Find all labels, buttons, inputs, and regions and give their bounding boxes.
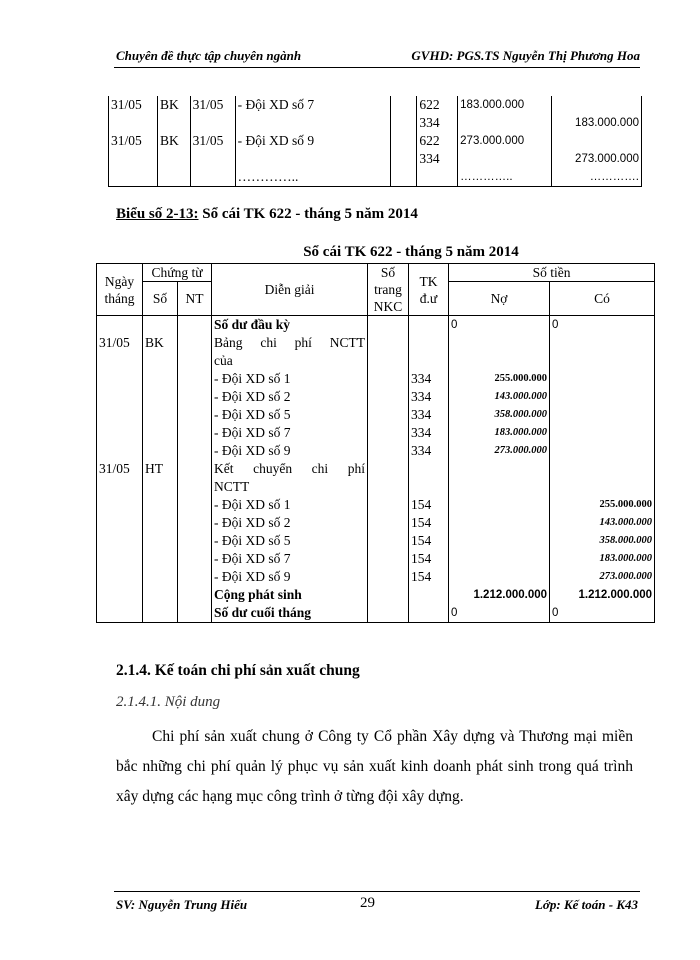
cell-so: BK	[158, 96, 191, 114]
cell-dien-giai: Cộng phát sinh	[212, 586, 368, 604]
cell-blank	[390, 114, 417, 132]
ledger-table	[96, 263, 655, 623]
cell-tk: 622	[417, 132, 458, 150]
table-caption	[116, 206, 418, 223]
cell-no: 183.000.000	[458, 96, 552, 114]
section-heading: 2.1.4. Kế toán chi phí sản xuất chung	[116, 662, 360, 679]
table-row	[109, 132, 642, 150]
cell-so: BK	[158, 132, 191, 150]
cell-ngay: 31/05	[97, 460, 143, 478]
cell-no	[449, 334, 550, 352]
cell-ngay	[109, 168, 158, 187]
cell-no: 273.000.000	[458, 132, 552, 150]
cell-so	[143, 532, 178, 550]
cell-tk	[409, 460, 449, 478]
cell-nt: 31/05	[190, 96, 235, 114]
cell-dien-giai: Số dư đầu kỳ	[212, 316, 368, 335]
cell-tk	[409, 316, 449, 335]
cell-ngay	[97, 496, 143, 514]
cell-tk	[417, 168, 458, 187]
cell-so-trang	[368, 334, 409, 352]
cell-co: 255.000.000	[550, 496, 655, 514]
cell-no: 358.000.000	[449, 406, 550, 424]
cell-tk: 334	[409, 388, 449, 406]
cell-so	[158, 114, 191, 132]
cell-co: 273.000.000	[550, 568, 655, 586]
caption-label: Biểu số 2-13:	[116, 206, 199, 222]
cell-no: 1.212.000.000	[449, 586, 550, 604]
cell-nt	[178, 424, 212, 442]
table-row	[109, 168, 642, 187]
cell-so-trang	[368, 568, 409, 586]
cell-nt	[178, 496, 212, 514]
cell-ngay	[97, 478, 143, 496]
table-row	[97, 442, 655, 460]
cell-blank	[390, 132, 417, 150]
cell-no	[449, 550, 550, 568]
cell-tk: 334	[409, 424, 449, 442]
cell-nt	[178, 604, 212, 623]
cell-so	[143, 550, 178, 568]
cell-so	[143, 604, 178, 623]
cell-ngay	[97, 370, 143, 388]
cell-co: 183.000.000	[552, 114, 642, 132]
cell-so	[143, 316, 178, 335]
cell-so-trang	[368, 604, 409, 623]
cell-co	[550, 478, 655, 496]
cell-tk: 622	[417, 96, 458, 114]
table-row	[97, 460, 655, 478]
cell-dien-giai: - Đội XD số 1	[212, 496, 368, 514]
cell-so	[143, 424, 178, 442]
cell-no: 0	[449, 316, 550, 335]
col-dien-giai: Diễn giải	[212, 264, 368, 316]
cell-co: 0	[550, 604, 655, 623]
table-row	[97, 496, 655, 514]
cell-blank	[390, 150, 417, 168]
journal-continuation-table	[108, 96, 642, 187]
cell-nt	[178, 568, 212, 586]
col-nt: NT	[178, 282, 212, 316]
cell-ngay	[97, 532, 143, 550]
cell-tk: 334	[409, 442, 449, 460]
cell-so-trang	[368, 316, 409, 335]
footer-rule	[114, 891, 640, 892]
cell-dien-giai: - Đội XD số 5	[212, 532, 368, 550]
cell-dien-giai	[235, 150, 390, 168]
cell-tk	[409, 604, 449, 623]
cell-no	[458, 150, 552, 168]
cell-tk: 154	[409, 514, 449, 532]
cell-dien-giai: Bảng chi phí NCTT	[212, 334, 368, 352]
cell-so-trang	[368, 460, 409, 478]
cell-ngay	[97, 604, 143, 623]
cell-no: …………..	[458, 168, 552, 187]
header-right: GVHD: PGS.TS Nguyễn Thị Phương Hoa	[411, 48, 640, 63]
cell-nt	[190, 114, 235, 132]
cell-dien-giai: - Đội XD số 2	[212, 514, 368, 532]
table-row	[97, 352, 655, 370]
cell-co: 183.000.000	[550, 550, 655, 568]
cell-no: 183.000.000	[449, 424, 550, 442]
cell-nt	[178, 370, 212, 388]
cell-co	[550, 406, 655, 424]
cell-so-trang	[368, 442, 409, 460]
cell-tk	[409, 478, 449, 496]
col-so: Số	[143, 282, 178, 316]
cell-ngay	[109, 150, 158, 168]
table-row	[109, 114, 642, 132]
cell-dien-giai: - Đội XD số 2	[212, 388, 368, 406]
cell-co: 358.000.000	[550, 532, 655, 550]
cell-ngay	[97, 424, 143, 442]
cell-tk: 154	[409, 496, 449, 514]
cell-nt	[178, 550, 212, 568]
cell-nt	[178, 514, 212, 532]
table-row	[109, 96, 642, 114]
table-row	[109, 150, 642, 168]
cell-co	[552, 132, 642, 150]
cell-co	[550, 352, 655, 370]
col-chung-tu: Chứng từ	[143, 264, 212, 282]
cell-ngay	[97, 316, 143, 335]
col-co: Có	[550, 282, 655, 316]
cell-ngay	[97, 442, 143, 460]
cell-blank	[390, 96, 417, 114]
cell-blank	[390, 168, 417, 187]
cell-ngay	[97, 568, 143, 586]
cell-tk: 334	[417, 114, 458, 132]
cell-tk: 154	[409, 568, 449, 586]
table-row	[97, 388, 655, 406]
table-row	[97, 586, 655, 604]
cell-dien-giai: …………..	[235, 168, 390, 187]
header-left: Chuyên đề thực tập chuyên ngành	[116, 48, 302, 63]
body-paragraph: Chi phí sản xuất chung ở Công ty Cổ phần Xây dựng và Thương mại miền bắc những chi phí quản lý phục vụ sản xuất kinh doanh phát sinh trong quá trình xây dựng các hạng mục công trình ở từng đội xây dựng.	[116, 728, 633, 805]
cell-no	[449, 514, 550, 532]
cell-nt	[190, 168, 235, 187]
cell-nt	[178, 316, 212, 335]
cell-so	[143, 388, 178, 406]
cell-so	[158, 150, 191, 168]
cell-nt	[178, 478, 212, 496]
cell-no: 273.000.000	[449, 442, 550, 460]
cell-dien-giai: - Đội XD số 9	[212, 442, 368, 460]
col-ngay-thang: Ngày tháng	[97, 264, 143, 316]
cell-co	[552, 96, 642, 114]
cell-dien-giai: - Đội XD số 9	[212, 568, 368, 586]
cell-tk: 154	[409, 532, 449, 550]
cell-no: 0	[449, 604, 550, 623]
cell-dien-giai: Kết chuyển chi phí	[212, 460, 368, 478]
cell-dien-giai: NCTT	[212, 478, 368, 496]
cell-no	[449, 496, 550, 514]
table-row	[97, 424, 655, 442]
table-row	[97, 568, 655, 586]
cell-so-trang	[368, 478, 409, 496]
cell-so-trang	[368, 388, 409, 406]
cell-nt	[178, 352, 212, 370]
cell-nt	[178, 406, 212, 424]
cell-so-trang	[368, 424, 409, 442]
cell-co	[550, 460, 655, 478]
cell-tk: 334	[409, 406, 449, 424]
cell-so	[143, 406, 178, 424]
col-so-tien: Số tiền	[449, 264, 655, 282]
cell-dien-giai: - Đội XD số 7	[212, 550, 368, 568]
cell-so	[143, 442, 178, 460]
cell-nt	[190, 150, 235, 168]
table-row	[97, 532, 655, 550]
cell-no	[449, 460, 550, 478]
cell-ngay	[97, 550, 143, 568]
cell-so	[158, 168, 191, 187]
cell-nt	[178, 586, 212, 604]
table-row	[97, 316, 655, 335]
page-number: 29	[360, 895, 375, 911]
cell-co: 143.000.000	[550, 514, 655, 532]
cell-so-trang	[368, 532, 409, 550]
cell-dien-giai: - Đội XD số 7	[235, 96, 390, 114]
footer-class: Lớp: Kế toán - K43	[534, 897, 638, 912]
cell-co: 273.000.000	[552, 150, 642, 168]
cell-co	[550, 370, 655, 388]
cell-dien-giai: - Đội XD số 9	[235, 132, 390, 150]
cell-nt	[178, 334, 212, 352]
cell-dien-giai: của	[212, 352, 368, 370]
cell-so	[143, 514, 178, 532]
cell-dien-giai: Số dư cuối tháng	[212, 604, 368, 623]
cell-so	[143, 586, 178, 604]
cell-ngay	[97, 352, 143, 370]
cell-tk	[409, 586, 449, 604]
cell-so	[143, 568, 178, 586]
cell-co: 1.212.000.000	[550, 586, 655, 604]
cell-so	[143, 478, 178, 496]
cell-so-trang	[368, 370, 409, 388]
cell-ngay	[97, 514, 143, 532]
cell-nt	[178, 388, 212, 406]
col-no: Nợ	[449, 282, 550, 316]
cell-so-trang	[368, 514, 409, 532]
cell-nt	[178, 460, 212, 478]
cell-no	[458, 114, 552, 132]
cell-so-trang	[368, 352, 409, 370]
header-rule	[114, 67, 640, 68]
cell-so: BK	[143, 334, 178, 352]
cell-so: HT	[143, 460, 178, 478]
cell-so	[143, 370, 178, 388]
cell-no	[449, 532, 550, 550]
cell-nt	[178, 532, 212, 550]
cell-co	[550, 442, 655, 460]
table-row	[97, 604, 655, 623]
cell-so	[143, 352, 178, 370]
cell-no: 143.000.000	[449, 388, 550, 406]
cell-ngay: 31/05	[97, 334, 143, 352]
cell-dien-giai: - Đội XD số 1	[212, 370, 368, 388]
cell-tk: 334	[409, 370, 449, 388]
footer-student: SV: Nguyễn Trung Hiếu	[116, 897, 248, 912]
cell-no	[449, 568, 550, 586]
cell-dien-giai: - Đội XD số 5	[212, 406, 368, 424]
cell-no: 255.000.000	[449, 370, 550, 388]
table-row	[97, 478, 655, 496]
cell-so-trang	[368, 586, 409, 604]
cell-co	[550, 424, 655, 442]
cell-tk: 334	[417, 150, 458, 168]
table-row	[97, 334, 655, 352]
cell-so-trang	[368, 496, 409, 514]
cell-co	[550, 334, 655, 352]
cell-co	[550, 388, 655, 406]
cell-no	[449, 478, 550, 496]
cell-ngay	[97, 388, 143, 406]
cell-tk: 154	[409, 550, 449, 568]
cell-ngay: 31/05	[109, 132, 158, 150]
table-row	[97, 514, 655, 532]
cell-co: 0	[550, 316, 655, 335]
caption-text: Sổ cái TK 622 - tháng 5 năm 2014	[198, 206, 418, 222]
cell-ngay: 31/05	[109, 96, 158, 114]
col-so-trang: Số trang NKC	[368, 264, 409, 316]
col-tk-du: TK đ.ư	[409, 264, 449, 316]
table-row	[97, 406, 655, 424]
cell-dien-giai	[235, 114, 390, 132]
cell-so	[143, 496, 178, 514]
cell-tk	[409, 334, 449, 352]
cell-dien-giai: - Đội XD số 7	[212, 424, 368, 442]
cell-so-trang	[368, 550, 409, 568]
cell-so-trang	[368, 406, 409, 424]
cell-ngay	[97, 586, 143, 604]
table-row	[97, 550, 655, 568]
subsection-heading: 2.1.4.1. Nội dung	[116, 694, 221, 710]
cell-no	[449, 352, 550, 370]
cell-tk	[409, 352, 449, 370]
table-row	[97, 370, 655, 388]
cell-ngay	[97, 406, 143, 424]
cell-nt: 31/05	[190, 132, 235, 150]
cell-ngay	[109, 114, 158, 132]
ledger-title: Sổ cái TK 622 - tháng 5 năm 2014	[303, 244, 519, 260]
cell-nt	[178, 442, 212, 460]
cell-co: ………….	[552, 168, 642, 187]
